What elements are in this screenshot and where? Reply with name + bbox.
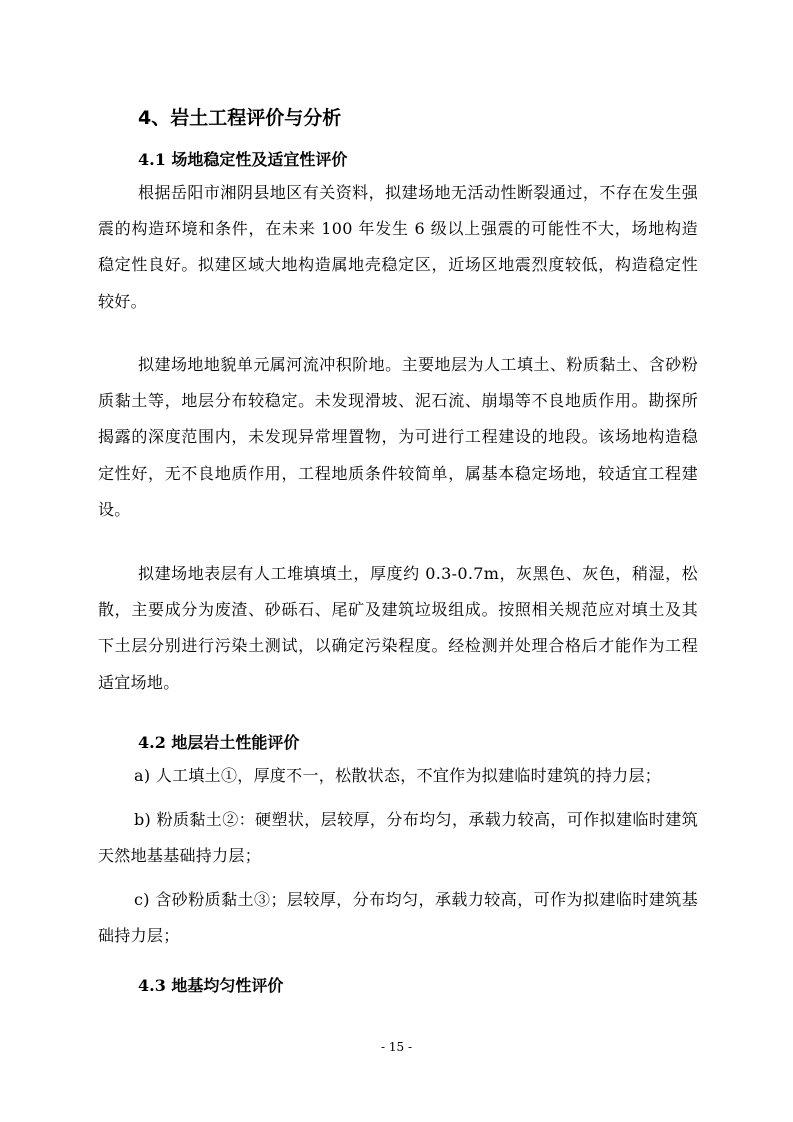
list-item-fill: a) 人工填土①，厚度不一，松散状态，不宜作为拟建临时建筑的持力层； <box>134 766 662 785</box>
subsection-title-4-1: 4.1 场地稳定性及适宜性评价 <box>138 150 348 169</box>
list-item-sandy-silty-clay: c) 含砂粉质黏土③；层较厚，分布均匀，承载力较高，可作为拟建临时建筑基础持力层； <box>98 890 698 946</box>
paragraph-fill-soil: 拟建场地表层有人工堆填填土，厚度约 0.3-0.7m，灰黑色、灰色，稍湿，松散，主要成分为废渣、砂砾石、尾矿及建筑垃圾组成。按照相关规范应对填土及其下土层分别进行污染土测试，以确定污染程度。经检测并处理合格后才能作为工程适宜场地。 <box>98 564 698 692</box>
subsection-title-4-3: 4.3 地基均匀性评价 <box>138 976 284 995</box>
subsection-title-4-2: 4.2 地层岩土性能评价 <box>138 733 300 752</box>
section-title: 4、岩土工程评价与分析 <box>138 107 342 129</box>
paragraph-landform: 拟建场地地貌单元属河流冲积阶地。主要地层为人工填土、粉质黏土、含砂粉质黏土等，地层分布较稳定。未发现滑坡、泥石流、崩塌等不良地质作用。勘探所揭露的深度范围内，未发现异常埋置物，为可进行工程建设的地段。该场地构造稳定性好，无不良地质作用，工程地质条件较简单，属基本稳定场地，较适宜工程建设。 <box>98 355 698 519</box>
paragraph-site-stability: 根据岳阳市湘阴县地区有关资料，拟建场地无活动性断裂通过，不存在发生强震的构造环境和条件，在未来 100 年发生 6 级以上强震的可能性不大，场地构造稳定性良好。拟建区域大地构造属地壳稳定区，近场区地震烈度较低，构造稳定性较好。 <box>98 183 698 311</box>
list-item-silty-clay: b) 粉质黏土②：硬塑状，层较厚，分布均匀，承载力较高，可作拟建临时建筑天然地基基础持力层； <box>98 810 698 866</box>
page-number: - 15 - <box>380 1040 412 1054</box>
